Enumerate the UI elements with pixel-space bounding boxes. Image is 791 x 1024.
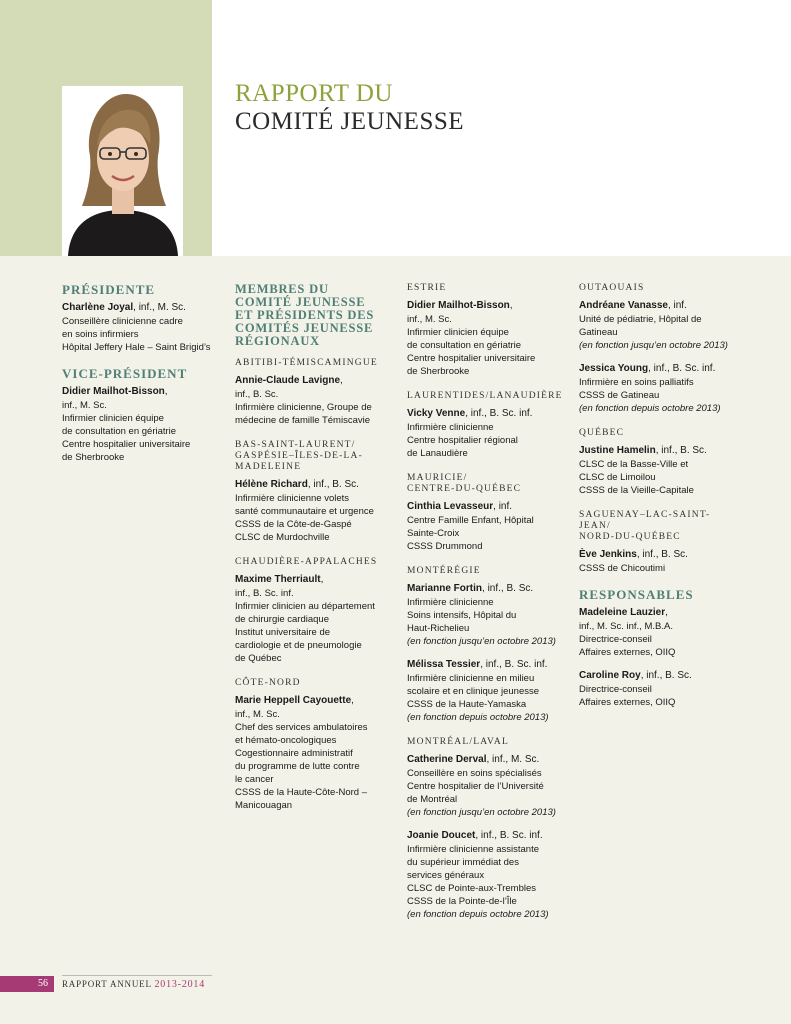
- person-entry: [407, 583, 567, 647]
- person-detail: Cogestionnaire administratif: [235, 748, 353, 759]
- person-detail: de Lanaudière: [407, 448, 468, 459]
- person-detail: en soins infirmiers: [62, 329, 139, 340]
- region-list: [407, 283, 567, 920]
- person-tenure-note: (en fonction depuis octobre 2013): [407, 909, 549, 920]
- region-section: [579, 283, 739, 414]
- person-detail: Infirmier clinicien équipe: [62, 413, 164, 424]
- person-name-line: [62, 302, 212, 314]
- page-title-line2: COMITÉ JEUNESSE: [235, 108, 465, 135]
- person-credentials: ,: [665, 607, 668, 618]
- person-detail: Unité de pédiatrie, Hôpital de: [579, 314, 702, 325]
- person-entry: [407, 408, 567, 459]
- person-name-line: [235, 574, 385, 586]
- person-detail: médecine de famille Témiscavie: [235, 415, 370, 426]
- person-name: Marie Heppell Cayouette: [235, 695, 352, 706]
- person-detail: Directrice-conseil: [579, 634, 652, 645]
- region-section: [407, 737, 567, 920]
- person-detail: scolaire et en clinique jeunesse: [407, 686, 540, 697]
- section-vicepresident: [62, 367, 212, 463]
- region-heading-line: ABITIBI-TÉMISCAMINGUE: [235, 358, 378, 368]
- person-detail: Infirmier clinicien équipe: [407, 327, 509, 338]
- section-heading: RESPONSABLES: [579, 587, 694, 602]
- region-heading-line: OUTAOUAIS: [579, 283, 645, 293]
- region-heading: [407, 391, 567, 402]
- person-detail: Infirmier clinicien au département: [235, 601, 375, 612]
- person-name: Caroline Roy: [579, 670, 641, 681]
- person-detail: CSSS de Gatineau: [579, 390, 660, 401]
- region-heading-line: MONTRÉAL/LAVAL: [407, 737, 509, 747]
- person-name-line: [235, 375, 385, 387]
- person-name: Vicky Venne: [407, 408, 466, 419]
- person-name: Catherine Derval: [407, 754, 487, 765]
- person-detail: de Québec: [235, 653, 282, 664]
- person-name: Madeleine Lauzier: [579, 607, 666, 618]
- person-entry: [235, 375, 385, 426]
- person-detail: Infirmière clinicienne: [407, 422, 494, 433]
- region-section: [407, 566, 567, 723]
- person-tenure-note: (en fonction depuis octobre 2013): [579, 403, 721, 414]
- person-detail: Infirmière clinicienne assistante: [407, 844, 540, 855]
- person-credentials: , inf.: [667, 300, 687, 311]
- person-entry: [235, 695, 385, 811]
- person-credentials: , inf.: [493, 501, 513, 512]
- footer-divider: [62, 975, 212, 976]
- person-credentials: , inf., B. Sc.: [655, 445, 707, 456]
- members-heading-line: ET PRÉSIDENTS DES: [235, 308, 375, 322]
- footer-label: [62, 979, 205, 990]
- region-heading-line: LAURENTIDES/LANAUDIÈRE: [407, 391, 563, 401]
- person-detail: Conseillère en soins spécialisés: [407, 768, 542, 779]
- person-name-line: [407, 501, 567, 513]
- person-detail: Chef des services ambulatoires: [235, 722, 368, 733]
- person-detail: Affaires externes, OIIQ: [579, 647, 676, 658]
- person-name-line: [62, 386, 212, 398]
- region-heading: [579, 510, 739, 543]
- person-name-line: [579, 607, 739, 619]
- person-detail: inf., M. Sc.: [407, 314, 452, 325]
- person-credentials: ,: [509, 300, 513, 311]
- person-tenure-note: (en fonction jusqu’en octobre 2013): [407, 636, 556, 647]
- person-name: Jessica Young: [579, 363, 649, 374]
- column-leadership: [62, 283, 212, 477]
- person-credentials: , inf., B. Sc.: [640, 670, 692, 681]
- person-name-line: [579, 549, 739, 561]
- region-heading: [407, 473, 567, 495]
- person-credentials: , inf., B. Sc. inf.: [475, 830, 543, 841]
- page-title: [235, 80, 464, 136]
- person-detail: Soins intensifs, Hôpital du: [407, 610, 517, 621]
- person-detail: inf., B. Sc.: [235, 389, 279, 400]
- person-detail: CSSS de Chicoutimi: [579, 563, 666, 574]
- region-section: [407, 391, 567, 459]
- person-detail: Affaires externes, OIIQ: [579, 697, 676, 708]
- person-name: Mélissa Tessier: [407, 659, 481, 670]
- person-name: Didier Mailhot-Bisson: [407, 300, 510, 311]
- person-entry: [579, 300, 739, 351]
- person-credentials: , inf., M. Sc.: [486, 754, 540, 765]
- members-heading-line: COMITÉS JEUNESSE: [235, 321, 374, 335]
- region-heading: [407, 737, 567, 748]
- person-detail: inf., M. Sc.: [235, 709, 280, 720]
- section-responsables: [579, 588, 739, 708]
- region-heading: [579, 283, 739, 294]
- region-heading-line: CÔTE-NORD: [235, 678, 301, 688]
- person-detail: du programme de lutte contre: [235, 761, 360, 772]
- region-heading-line: ESTRIE: [407, 283, 447, 293]
- region-heading-line: CHAUDIÈRE-APPALACHES: [235, 557, 378, 567]
- region-section: [579, 428, 739, 496]
- person-detail: Hôpital Jeffery Hale – Saint Brigid’s: [62, 342, 211, 353]
- person-entry: [579, 607, 739, 658]
- person-detail: Directrice-conseil: [579, 684, 652, 695]
- column-regions-3: [579, 283, 739, 722]
- person-detail: Infirmière clinicienne: [407, 597, 494, 608]
- person-detail: Infirmière clinicienne volets: [235, 493, 350, 504]
- person-entry: [407, 659, 567, 723]
- portrait-image: [62, 86, 183, 256]
- person-name: Joanie Doucet: [407, 830, 476, 841]
- person-detail: CSSS de la Haute-Côte-Nord –: [235, 787, 368, 798]
- person-name-line: [407, 583, 567, 595]
- members-heading-line: COMITÉ JEUNESSE: [235, 295, 366, 309]
- region-list: [579, 283, 739, 574]
- region-section: [235, 440, 385, 543]
- person-credentials: ,: [320, 574, 324, 585]
- person-credentials: , inf., M. Sc.: [133, 302, 186, 313]
- region-heading: [407, 283, 567, 294]
- region-heading-line: MONTÉRÉGIE: [407, 566, 481, 576]
- person-name-line: [235, 479, 385, 491]
- person-name: Andréane Vanasse: [579, 300, 668, 311]
- person-detail: et hémato-oncologiques: [235, 735, 337, 746]
- person-detail: de consultation en gériatrie: [407, 340, 522, 351]
- region-heading-line: GASPÉSIE–ÎLES-DE-LA-: [235, 451, 363, 461]
- person-credentials: , inf., B. Sc. inf.: [648, 363, 716, 374]
- person-detail: CLSC de la Basse-Ville et: [579, 459, 689, 470]
- footer-year: 2013-2014: [154, 979, 206, 990]
- person-name-line: [579, 363, 739, 375]
- region-heading: [235, 440, 385, 473]
- person-entry: [579, 549, 739, 574]
- person-tenure-note: (en fonction depuis octobre 2013): [407, 712, 549, 723]
- person-name-line: [407, 300, 567, 312]
- person-detail: Infirmière clinicienne, Groupe de: [235, 402, 372, 413]
- person-detail: Manicouagan: [235, 800, 293, 811]
- person-credentials: , inf., B. Sc. inf.: [480, 659, 548, 670]
- footer-report-label: RAPPORT ANNUEL: [62, 979, 155, 989]
- person-credentials: , inf., B. Sc. inf.: [465, 408, 533, 419]
- person-detail: Infirmière en soins palliatifs: [579, 377, 694, 388]
- person-name-line: [407, 830, 567, 842]
- person-entry: [579, 363, 739, 414]
- person-name: Maxime Therriault: [235, 574, 321, 585]
- person-detail: Institut universitaire de: [235, 627, 331, 638]
- region-section: [235, 678, 385, 811]
- person-detail: inf., B. Sc. inf.: [235, 588, 294, 599]
- person-tenure-note: (en fonction jusqu’en octobre 2013): [407, 807, 556, 818]
- person-name-line: [235, 695, 385, 707]
- region-heading-line: MAURICIE/: [407, 473, 468, 483]
- person-name-line: [579, 300, 739, 312]
- person-credentials: ,: [164, 386, 168, 397]
- person-detail: de Sherbrooke: [407, 366, 470, 377]
- person-detail: de Montréal: [407, 794, 458, 805]
- person-detail: CSSS de la Vieille-Capitale: [579, 485, 694, 496]
- region-heading: [407, 566, 567, 577]
- region-heading-line: CENTRE-DU-QUÉBEC: [407, 484, 522, 494]
- person-detail: inf., M. Sc.: [62, 400, 107, 411]
- person-detail: CSSS Drummond: [407, 541, 483, 552]
- person-detail: Conseillère clinicienne cadre: [62, 316, 183, 327]
- person-name: Charlène Joyal: [62, 302, 134, 313]
- person-detail: Centre hospitalier de l’Université: [407, 781, 544, 792]
- person-detail: CLSC de Murdochville: [235, 532, 330, 543]
- region-list: [235, 358, 385, 811]
- region-section: [579, 510, 739, 574]
- region-section: [407, 473, 567, 552]
- person-name-line: [579, 445, 739, 457]
- person-name: Annie-Claude Lavigne: [235, 375, 341, 386]
- person-entry: [579, 445, 739, 496]
- person-detail: Centre hospitalier régional: [407, 435, 518, 446]
- person-tenure-note: (en fonction jusqu’en octobre 2013): [579, 340, 728, 351]
- person-detail: CSSS de la Haute-Yamaska: [407, 699, 527, 710]
- region-heading: [235, 358, 385, 369]
- person-detail: santé communautaire et urgence: [235, 506, 374, 517]
- person-detail: Haut-Richelieu: [407, 623, 470, 634]
- column-regions-2: [407, 283, 567, 934]
- person-detail: Gatineau: [579, 327, 618, 338]
- person-credentials: ,: [351, 695, 354, 706]
- members-heading-line: MEMBRES DU: [235, 282, 329, 296]
- person-name: Marianne Fortin: [407, 583, 483, 594]
- person-entry: [407, 754, 567, 818]
- region-section: [407, 283, 567, 377]
- people-list: [579, 607, 739, 708]
- person-detail: CSSS de la Pointe-de-l’Île: [407, 896, 517, 907]
- person-entry: [407, 501, 567, 552]
- person-name-line: [579, 670, 739, 682]
- person-detail: de Sherbrooke: [62, 452, 125, 463]
- person-detail: CLSC de Limoilou: [579, 472, 656, 483]
- section-heading: VICE-PRÉSIDENT: [62, 366, 188, 381]
- person-detail: Centre Famille Enfant, Hôpital: [407, 515, 534, 526]
- person-detail: de chirurgie cardiaque: [235, 614, 330, 625]
- person-name: Justine Hamelin: [579, 445, 656, 456]
- person-detail: inf., M. Sc. inf., M.B.A.: [579, 621, 673, 632]
- person-detail: CSSS de la Côte-de-Gaspé: [235, 519, 352, 530]
- person-name-line: [407, 659, 567, 671]
- person-name: Cinthia Levasseur: [407, 501, 494, 512]
- person-detail: cardiologie et de pneumologie: [235, 640, 362, 651]
- region-section: [235, 557, 385, 664]
- person-name-line: [407, 408, 567, 420]
- portrait-photo: [62, 86, 183, 256]
- person-detail: Centre hospitalier universitaire: [62, 439, 191, 450]
- person-credentials: , inf., B. Sc.: [307, 479, 359, 490]
- person-detail: Infirmière clinicienne en milieu: [407, 673, 535, 684]
- person-credentials: ,: [340, 375, 343, 386]
- region-heading-line: SAGUENAY–LAC-SAINT-JEAN/: [579, 510, 711, 531]
- person-detail: Sainte-Croix: [407, 528, 460, 539]
- person-name: Didier Mailhot-Bisson: [62, 386, 165, 397]
- section-presidente: [62, 283, 212, 353]
- region-heading-line: NORD-DU-QUÉBEC: [579, 532, 681, 542]
- region-heading: [235, 678, 385, 689]
- person-entry: [579, 670, 739, 708]
- page-number: 56: [0, 976, 54, 992]
- person-entry: [235, 479, 385, 543]
- region-heading-line: MADELEINE: [235, 462, 302, 472]
- members-heading: [235, 283, 385, 348]
- region-heading: [235, 557, 385, 568]
- region-section: [235, 358, 385, 426]
- person-entry: [407, 830, 567, 920]
- person-name: Hélène Richard: [235, 479, 308, 490]
- region-heading-line: QUÉBEC: [579, 428, 625, 438]
- person-credentials: , inf., B. Sc.: [482, 583, 534, 594]
- person-entry: [407, 300, 567, 377]
- person-name-line: [407, 754, 567, 766]
- person-detail: CLSC de Pointe-aux-Trembles: [407, 883, 537, 894]
- person-credentials: , inf., B. Sc.: [636, 549, 688, 560]
- person-detail: le cancer: [235, 774, 274, 785]
- members-heading-line: RÉGIONAUX: [235, 334, 320, 348]
- section-heading: PRÉSIDENTE: [62, 282, 156, 297]
- person-detail: du supérieur immédiat des: [407, 857, 519, 868]
- person-detail: de consultation en gériatrie: [62, 426, 177, 437]
- person-detail: services généraux: [407, 870, 485, 881]
- column-members: [235, 283, 385, 825]
- page-title-line1: RAPPORT DU: [235, 80, 393, 107]
- region-heading-line: BAS-SAINT-LAURENT/: [235, 440, 356, 450]
- person-detail: Centre hospitalier universitaire: [407, 353, 536, 364]
- person-name: Ève Jenkins: [579, 549, 637, 560]
- person-entry: [235, 574, 385, 664]
- region-heading: [579, 428, 739, 439]
